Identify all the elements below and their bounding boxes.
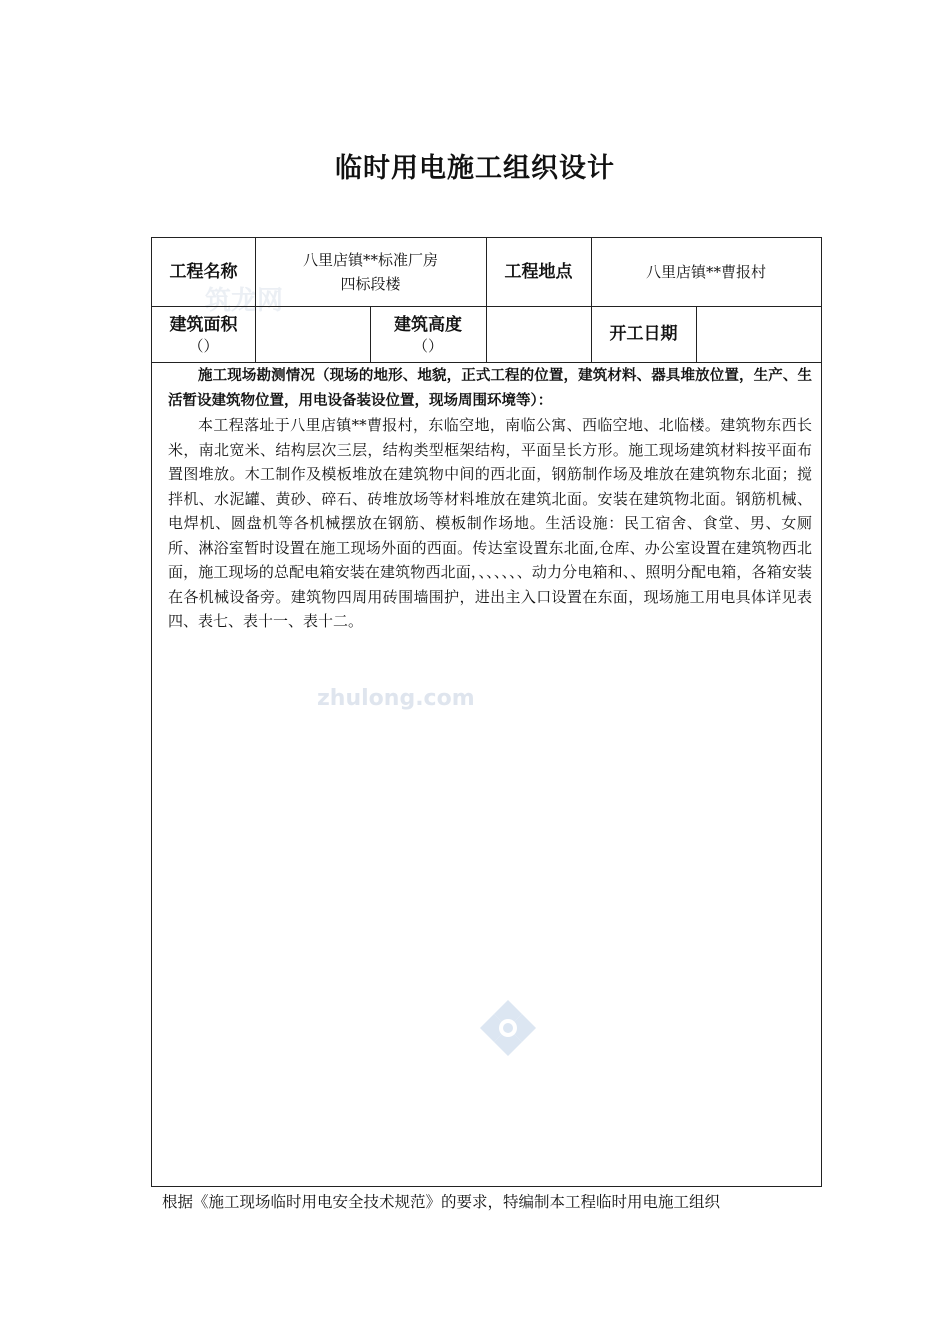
project-name-line-2: 四标段楼: [340, 275, 401, 293]
building-area-value: [255, 306, 370, 362]
zhulong-watermark-logo-icon: [478, 998, 538, 1058]
watermark-text: zhulong.com: [317, 686, 475, 711]
project-name-label: [152, 238, 255, 306]
start-date-label-text: 开工日期: [609, 324, 678, 344]
project-location-label: [486, 238, 591, 306]
footer-paragraph: 根据《施工现场临时用电安全技术规范》的要求，特编制本工程临时用电施工组织: [162, 1193, 721, 1211]
building-height-label-line-1: 建筑高度: [394, 315, 462, 335]
project-location-value-text: 八里店镇**曹报村: [645, 263, 766, 281]
project-name-label-text: 工程名称: [169, 262, 238, 282]
start-date-value: [696, 306, 821, 362]
building-height-label: [370, 306, 486, 362]
building-height-value: [486, 306, 591, 362]
document-title: 临时用电施工组织设计: [335, 153, 615, 184]
row-divider-2: [152, 362, 821, 363]
building-area-label-line-2: （）: [188, 337, 219, 355]
site-survey-section: [168, 364, 812, 634]
project-name-line-1: 八里店镇**标准厂房: [302, 251, 438, 269]
building-area-label-line-1: 建筑面积: [169, 315, 238, 335]
watermark-text-cn: 筑龙网: [205, 286, 284, 316]
building-height-label-line-2: （）: [412, 337, 443, 355]
building-area-label: [152, 306, 255, 362]
start-date-label: [591, 306, 696, 362]
project-location-value: [591, 238, 821, 306]
project-name-value: [255, 238, 486, 306]
site-survey-heading: 施工现场勘测情况（现场的地形、地貌，正式工程的位置，建筑材料、器具堆放位置，生产、生活暂设建筑物位置，用电设备装设位置，现场周围环境等）：: [168, 368, 812, 409]
site-survey-body: 本工程落址于八里店镇**曹报村，东临空地，南临公寓、西临空地、北临楼。建筑物东西长米，南北宽米、结构层次三层，结构类型框架结构，平面呈长方形。施工现场建筑材料按平面布置图堆放。木工制作及模板堆放在建筑物中间的西北面，钢筋制作场及堆放在建筑物东北面；搅拌机、水泥罐、黄砂、碎石、砖堆放场等材料堆放在建筑北面。安装在建筑物北面。钢筋机械、电焊机、圆盘机等各机械摆放在钢筋、模板制作场地。生活设施：民工宿舍、食堂、男、女厕所、淋浴室暂时设置在施工现场外面的西面。传达室设置东北面,仓库、办公室设置在建筑物西北面，施工现场的总配电箱安装在建筑物西北面，、、、、、、动力分电箱和、、照明分配电箱，各箱安装在各机械设备旁。建筑物四周用砖围墙围护，进出主入口设置在东面，现场施工用电具体详见表四、表七、表十一、表十二。: [168, 416, 812, 630]
project-location-label-text: 工程地点: [504, 262, 573, 282]
